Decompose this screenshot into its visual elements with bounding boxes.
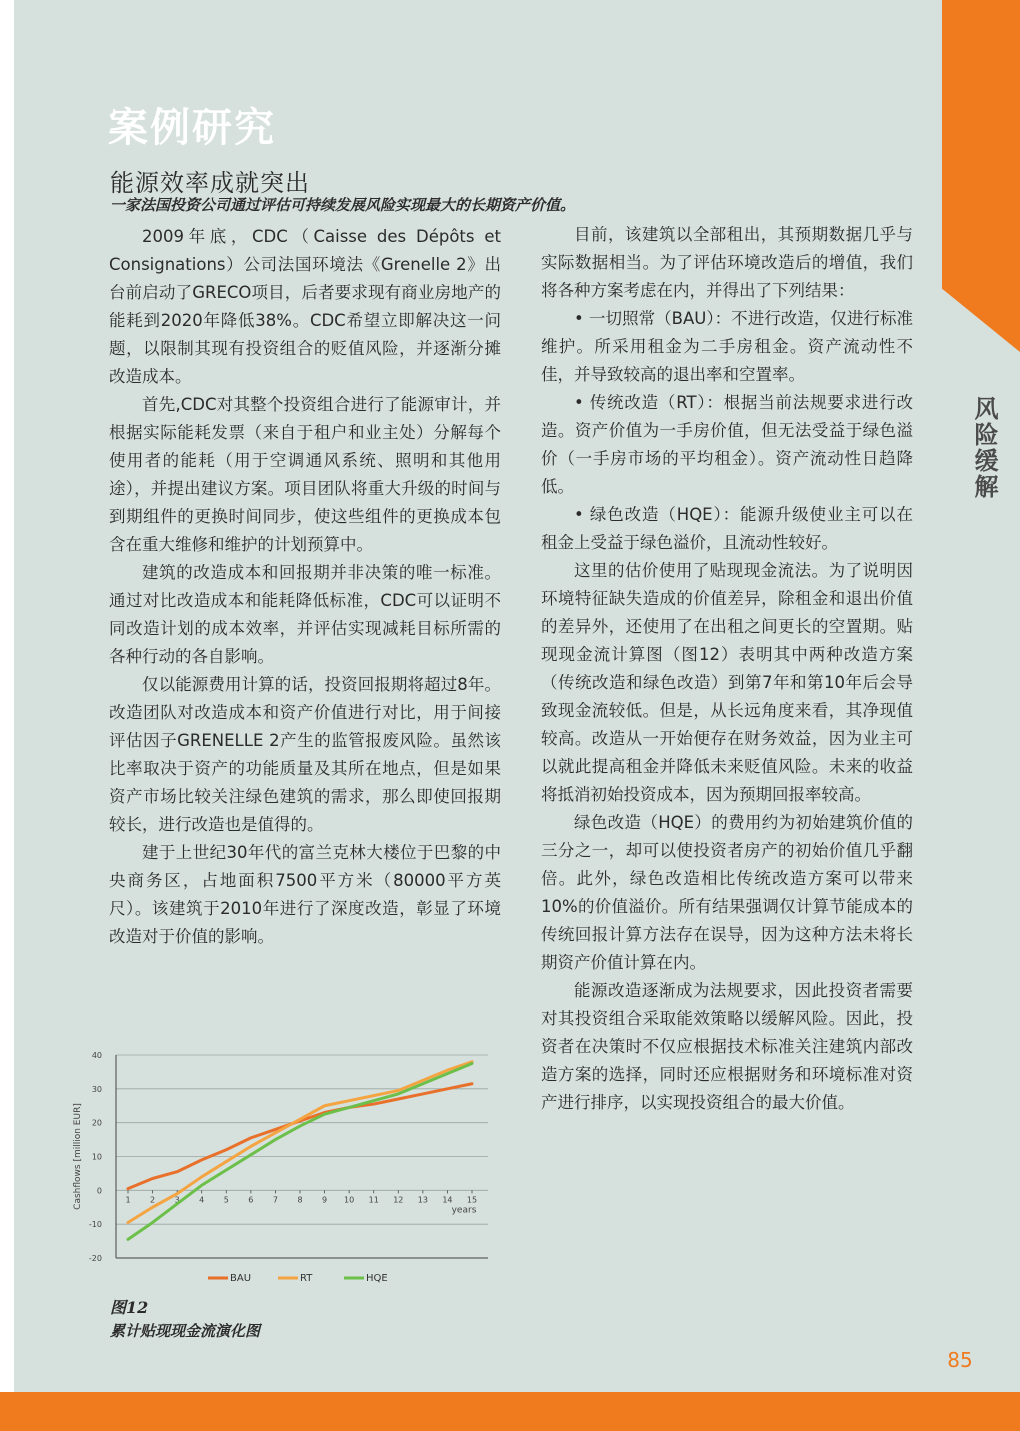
bottom-bar: [0, 1392, 1020, 1431]
legend-label-rt: RT: [300, 1273, 313, 1284]
legend-label-hqe: HQE: [366, 1273, 388, 1284]
x-tick-label: 8: [297, 1195, 303, 1205]
paragraph: 目前，该建筑以全部租出，其预期数据几乎与实际数据相当。为了评估环境改造后的增值，我们将各种方案考虑在内，并得出了下列结果：: [541, 225, 913, 300]
x-tick-label: 11: [368, 1195, 379, 1205]
y-tick-label: 40: [91, 1051, 102, 1060]
x-tick-label: 1: [125, 1195, 131, 1205]
y-tick-label: 0: [96, 1186, 102, 1196]
x-tick-label: 4: [199, 1195, 205, 1205]
x-tick-label: 14: [442, 1195, 453, 1205]
article-title: 能源效率成就突出: [110, 169, 310, 197]
x-tick-label: 6: [248, 1195, 254, 1205]
x-axis-label: years: [451, 1205, 477, 1216]
y-tick-label: -20: [88, 1254, 102, 1263]
x-tick-label: 15: [466, 1195, 478, 1205]
x-tick-label: 3: [174, 1195, 180, 1205]
paragraph: 这里的估价使用了贴现现金流法。为了说明因环境特征缺失造成的价值差异，除租金和退出价值的差异外，还使用了在出租之间更长的空置期。贴现现金流计算图（图12）表明其中两种改造方案（传统改造和绿色改造）到第7年和第10年后会导致现金流较低。但是，从长远角度来看，其净现值较高。改造从一开始便存在财务效益，因为业主可以就此提高租金并降低未来贬值风险。未来的收益将抵消初始投资成本，因为预期回报率较高。: [541, 561, 913, 804]
x-tick-label: 2: [150, 1195, 156, 1205]
cashflow-chart: [66, 1045, 502, 1295]
bullet-item-bau: • 一切照常（BAU）：不进行改造，仅进行标准维护。所采用租金为二手房租金。资产流动性不佳，并导致较高的退出率和空置率。: [541, 309, 913, 384]
side-section-title: 风险缓解: [970, 396, 998, 500]
bullet-item-rt: • 传统改造（RT）：根据当前法规要求进行改造。资产价值为一手房价值，但无法受益于绿色溢价（一手房市场的平均租金）。资产流动性日趋降低。: [541, 393, 913, 496]
legend-label-bau: BAU: [230, 1273, 252, 1284]
section-title: 案例研究: [108, 105, 276, 151]
x-tick-label: 7: [272, 1195, 278, 1205]
paragraph: 2009年底，CDC（Caisse des Dépôts et Consignations）公司法国环境法《Grenelle 2》出台前启动了GRECO项目，后者要求现有商业房地产的能耗到2020年降低38%。CDC希望立即解决这一问题，以限制其现有投资组合的贬值风险，并逐渐分摊改造成本。: [109, 227, 501, 386]
x-tick-label: 5: [223, 1195, 229, 1205]
paragraph: 绿色改造（HQE）的费用约为初始建筑价值的三分之一，却可以使投资者房产的初始价值几乎翻倍。此外，绿色改造相比传统改造方案可以带来10%的价值溢价。所有结果强调仅计算节能成本的传统回报计算方法存在误导，因为这种方法未将长期资产价值计算在内。: [541, 813, 913, 972]
y-axis-label: Cashflows [million EUR]: [73, 1103, 83, 1210]
paragraph: 建于上世纪30年代的富兰克林大楼位于巴黎的中央商务区，占地面积7500平方米（80000平方英尺）。该建筑于2010年进行了深度改造，彰显了环境改造对于价值的影响。: [109, 843, 501, 946]
x-tick-label: 13: [417, 1195, 428, 1205]
y-tick-label: -10: [88, 1220, 102, 1230]
y-tick-label: 10: [91, 1152, 102, 1162]
paragraph: 仅以能源费用计算的话，投资回报期将超过8年。改造团队对改造成本和资产价值进行对比，用于间接评估因子GRENELLE 2产生的监管报废风险。虽然该比率取决于资产的功能质量及其所在地点，但是如果资产市场比较关注绿色建筑的需求，那么即使回报期较长，进行改造也是值得的。: [109, 675, 501, 834]
figure-caption: 累计贴现现金流演化图: [110, 1322, 261, 1340]
page-number: 85: [947, 1348, 973, 1372]
series-line-hqe: [128, 1063, 472, 1239]
bullet-item-hqe: • 绿色改造（HQE）：能源升级使业主可以在租金上受益于绿色溢价，且流动性较好。: [541, 505, 913, 552]
paragraph: 建筑的改造成本和回报期并非决策的唯一标准。通过对比改造成本和能耗降低标准，CDC可以证明不同改造计划的成本效率，并评估实现减耗目标所需的各种行动的各自影响。: [109, 563, 501, 666]
article-subtitle: 一家法国投资公司通过评估可持续发展风险实现最大的长期资产价值。: [110, 196, 576, 214]
x-tick-label: 9: [322, 1195, 328, 1205]
right-column: [541, 221, 913, 1117]
figure-label: 图12: [110, 1298, 149, 1317]
paragraph: 能源改造逐渐成为法规要求，因此投资者需要对其投资组合采取能效策略以缓解风险。因此，投资者在决策时不仅应根据技术标准关注建筑内部改造方案的选择，同时还应根据财务和环境标准对资产进行排序，以实现投资组合的最大价值。: [541, 981, 913, 1112]
chart-svg: [66, 1045, 502, 1295]
left-column: [109, 223, 501, 951]
y-tick-label: 20: [91, 1118, 102, 1128]
paragraph: 首先,CDC对其整个投资组合进行了能源审计，并根据实际能耗发票（来自于租户和业主处）分解每个使用者的能耗（用于空调通风系统、照明和其他用途），并提出建议方案。项目团队将重大升级的时间与到期组件的更换时间同步，使这些组件的更换成本包含在重大维修和维护的计划预算中。: [109, 395, 501, 554]
x-tick-label: 12: [393, 1195, 404, 1205]
series-line-bau: [128, 1084, 472, 1189]
y-tick-label: 30: [91, 1084, 102, 1094]
x-tick-label: 10: [344, 1195, 355, 1205]
